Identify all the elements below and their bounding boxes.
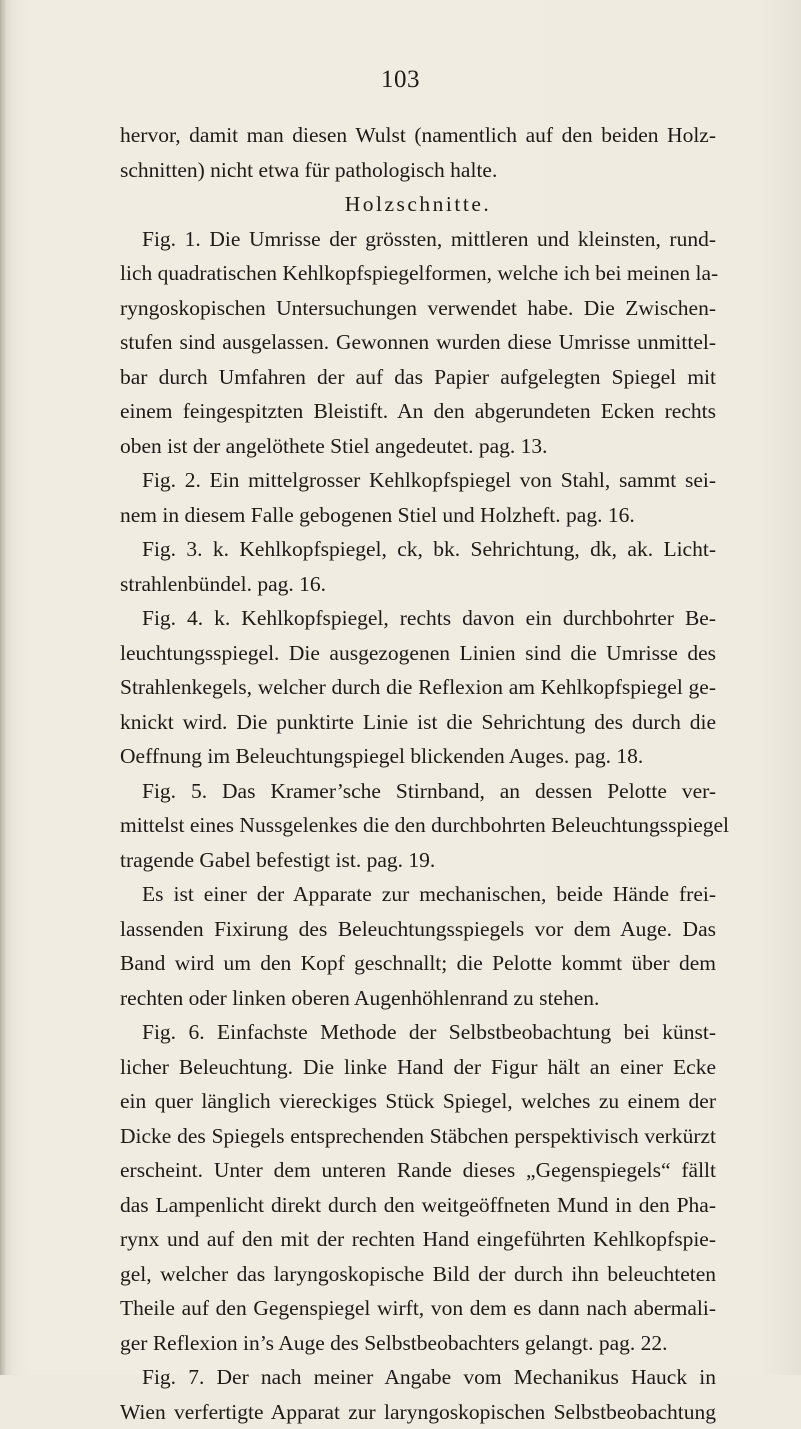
text-line: leuchtungsspiegel. Die ausgezogenen Linien sind die Umrisse des: [120, 636, 716, 671]
text-line: schnitten) nicht etwa für pathologisch halte.: [120, 153, 716, 188]
text-line: Oeffnung im Beleuchtungspiegel blickenden Auges. pag. 18.: [120, 739, 716, 774]
text-line: Fig. 5. Das Kramer’sche Stirnband, an dessen Pelotte ver-: [120, 774, 716, 809]
text-line: stufen sind ausgelassen. Gewonnen wurden diese Umrisse unmittel-: [120, 325, 716, 360]
text-line: Fig. 7. Der nach meiner Angabe vom Mechanikus Hauck in: [120, 1360, 716, 1395]
text-line: Theile auf den Gegenspiegel wirft, von dem es dann nach abermali-: [120, 1291, 716, 1326]
text-line: licher Beleuchtung. Die linke Hand der Figur hält an einer Ecke: [120, 1050, 716, 1085]
text-line: Band wird um den Kopf geschnallt; die Pelotte kommt über dem: [120, 946, 716, 981]
text-line: Dicke des Spiegels entsprechenden Stäbchen perspektivisch verkürzt: [120, 1119, 716, 1154]
text-line: Strahlenkegels, welcher durch die Reflexion am Kehlkopfspiegel ge-: [120, 670, 716, 705]
text-line: ger Reflexion in’s Auge des Selbstbeobachters gelangt. pag. 22.: [120, 1326, 716, 1361]
text-line: Fig. 1. Die Umrisse der grössten, mittleren und kleinsten, rund-: [120, 222, 716, 257]
text-line: strahlenbündel. pag. 16.: [120, 567, 716, 602]
text-line: Es ist einer der Apparate zur mechanischen, beide Hände frei-: [120, 877, 716, 912]
text-line: Fig. 4. k. Kehlkopfspiegel, rechts davon ein durchbohrter Be-: [120, 601, 716, 636]
section-heading: Holzschnitte.: [120, 187, 716, 222]
text-line: bar durch Umfahren der auf das Papier aufgelegten Spiegel mit: [120, 360, 716, 395]
text-line: hervor, damit man diesen Wulst (namentlich auf den beiden Holz-: [120, 118, 716, 153]
text-line: knickt wird. Die punktirte Linie ist die Sehrichtung des durch die: [120, 705, 716, 740]
text-line: Fig. 2. Ein mittelgrosser Kehlkopfspiegel von Stahl, sammt sei-: [120, 463, 716, 498]
text-line: gel, welcher das laryngoskopische Bild der durch ihn beleuchteten: [120, 1257, 716, 1292]
text-line: das Lampenlicht direkt durch den weitgeöffneten Mund in den Pha-: [120, 1188, 716, 1223]
text-line: Fig. 6. Einfachste Methode der Selbstbeobachtung bei künst-: [120, 1015, 716, 1050]
text-line: einem feingespitzten Bleistift. An den abgerundeten Ecken rechts: [120, 394, 716, 429]
text-line: Wien verfertigte Apparat zur laryngoskopischen Selbstbeobachtung: [120, 1395, 716, 1429]
page-number: 103: [0, 66, 801, 94]
body-text: [120, 118, 716, 1429]
text-line: oben ist der angelöthete Stiel angedeutet. pag. 13.: [120, 429, 716, 464]
text-line: rynx und auf den mit der rechten Hand eingeführten Kehlkopfspie-: [120, 1222, 716, 1257]
text-line: mittelst eines Nussgelenkes die den durchbohrten Beleuchtungsspiegel: [120, 808, 716, 843]
text-line: ryngoskopischen Untersuchungen verwendet habe. Die Zwischen-: [120, 291, 716, 326]
text-line: Fig. 3. k. Kehlkopfspiegel, ck, bk. Sehrichtung, dk, ak. Licht-: [120, 532, 716, 567]
page-edge: [0, 0, 6, 1375]
text-line: lassenden Fixirung des Beleuchtungsspiegels vor dem Auge. Das: [120, 912, 716, 947]
text-line: lich quadratischen Kehlkopfspiegelformen, welche ich bei meinen la-: [120, 256, 716, 291]
text-line: ein quer länglich viereckiges Stück Spiegel, welches zu einem der: [120, 1084, 716, 1119]
text-line: nem in diesem Falle gebogenen Stiel und Holzheft. pag. 16.: [120, 498, 716, 533]
text-line: tragende Gabel befestigt ist. pag. 19.: [120, 843, 716, 878]
text-line: rechten oder linken oberen Augenhöhlenrand zu stehen.: [120, 981, 716, 1016]
text-line: erscheint. Unter dem unteren Rande dieses „Gegenspiegels“ fällt: [120, 1153, 716, 1188]
